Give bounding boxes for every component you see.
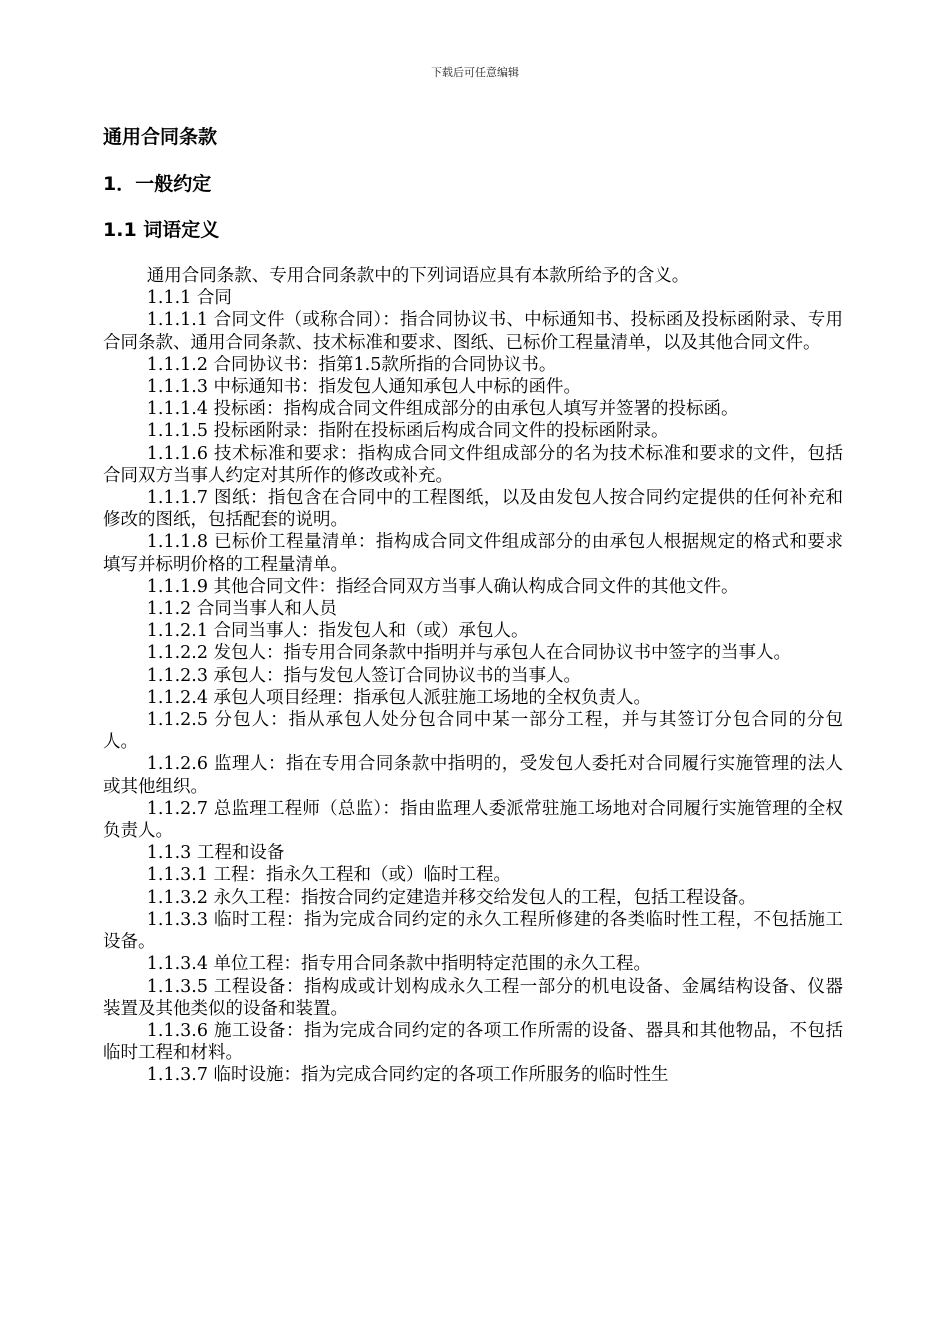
clause-1-1-2-7: 1.1.2.7 总监理工程师（总监）：指由监理人委派常驻施工场地对合同履行实施管理的全权负责人。 (103, 798, 843, 842)
clause-1-1-3-4: 1.1.3.4 单位工程：指专用合同条款中指明特定范围的永久工程。 (146, 954, 652, 975)
clause-1-1-1-4: 1.1.1.4 投标函：指构成合同文件组成部分的由承包人填写并签署的投标函。 (146, 399, 739, 420)
page-header-note: 下载后可任意编辑 (431, 66, 519, 79)
clause-1-1-2-3: 1.1.2.3 承包人：指与发包人签订合同协议书的当事人。 (146, 665, 582, 686)
section-heading: 1．一般约定 (103, 173, 212, 195)
clause-1-1-1-3: 1.1.1.3 中标通知书：指发包人通知承包人中标的函件。 (146, 377, 582, 398)
clause-1-1-2-2: 1.1.2.2 发包人：指专用合同条款中指明并与承包人在合同协议书中签字的当事人。 (146, 643, 792, 664)
document-title: 通用合同条款 (103, 126, 218, 148)
clause-1-1-3-7: 1.1.3.7 临时设施：指为完成合同约定的各项工作所服务的临时性生 (146, 1065, 669, 1086)
clause-1-1-1-5: 1.1.1.5 投标函附录：指附在投标函后构成合同文件的投标函附录。 (146, 421, 669, 442)
clause-1-1-2-6: 1.1.2.6 监理人：指在专用合同条款中指明的，受发包人委托对合同履行实施管理的法人或其他组织。 (103, 754, 843, 797)
clause-1-1-1-8: 1.1.1.8 已标价工程量清单：指构成合同文件组成部分的由承包人根据规定的格式和要求填写并标明价格的工程量清单。 (103, 532, 843, 575)
subsection-heading: 1.1 词语定义 (103, 219, 220, 241)
clause-1-1-1-6: 1.1.1.6 技术标准和要求：指构成合同文件组成部分的名为技术标准和要求的文件，包括合同双方当事人约定对其所作的修改或补充。 (103, 443, 843, 486)
clause-1-1-2-4: 1.1.2.4 承包人项目经理：指承包人派驻施工场地的全权负责人。 (146, 687, 652, 708)
clause-1-1-1-9: 1.1.1.9 其他合同文件：指经合同双方当事人确认构成合同文件的其他文件。 (146, 576, 739, 597)
clause-1-1-3-5: 1.1.3.5 工程设备：指构成或计划构成永久工程一部分的机电设备、金属结构设备、仪器装置及其他类似的设备和装置。 (103, 976, 843, 1019)
clause-1-1-2-5: 1.1.2.5 分包人：指从承包人处分包合同中某一部分工程，并与其签订分包合同的分包人。 (103, 710, 843, 753)
clause-1-1-3-6: 1.1.3.6 施工设备：指为完成合同约定的各项工作所需的设备、器具和其他物品，不包括临时工程和材料。 (103, 1020, 843, 1064)
clause-1-1-1-1: 1.1.1.1 合同文件（或称合同）：指合同协议书、中标通知书、投标函及投标函附录、专用合同条款、通用合同条款、技术标准和要求、图纸、已标价工程量清单，以及其他合同文件。 (103, 310, 843, 353)
clause-1-1-2: 1.1.2 合同当事人和人员 (146, 599, 337, 620)
clause-1-1-3-3: 1.1.3.3 临时工程：指为完成合同约定的永久工程所修建的各类临时性工程，不包括施工设备。 (103, 909, 843, 953)
clause-1-1-1-2: 1.1.1.2 合同协议书：指第1.5款所指的合同协议书。 (146, 354, 557, 375)
clause-1-1-3-1: 1.1.3.1 工程：指永久工程和（或）临时工程。 (146, 865, 512, 886)
clause-1-1-3: 1.1.3 工程和设备 (146, 843, 285, 864)
clause-1-1-1: 1.1.1 合同 (146, 288, 232, 309)
clause-1-1-2-1: 1.1.2.1 合同当事人：指发包人和（或）承包人。 (146, 621, 529, 642)
clause-1-1-1-7: 1.1.1.7 图纸：指包含在合同中的工程图纸，以及由发包人按合同约定提供的任何补充和修改的图纸，包括配套的说明。 (103, 488, 843, 531)
clause-list (103, 265, 843, 1087)
intro-paragraph: 通用合同条款、专用合同条款中的下列词语应具有本款所给予的含义。 (146, 266, 690, 286)
document-body (103, 124, 843, 1087)
clause-1-1-3-2: 1.1.3.2 永久工程：指按合同约定建造并移交给发包人的工程，包括工程设备。 (146, 887, 757, 908)
